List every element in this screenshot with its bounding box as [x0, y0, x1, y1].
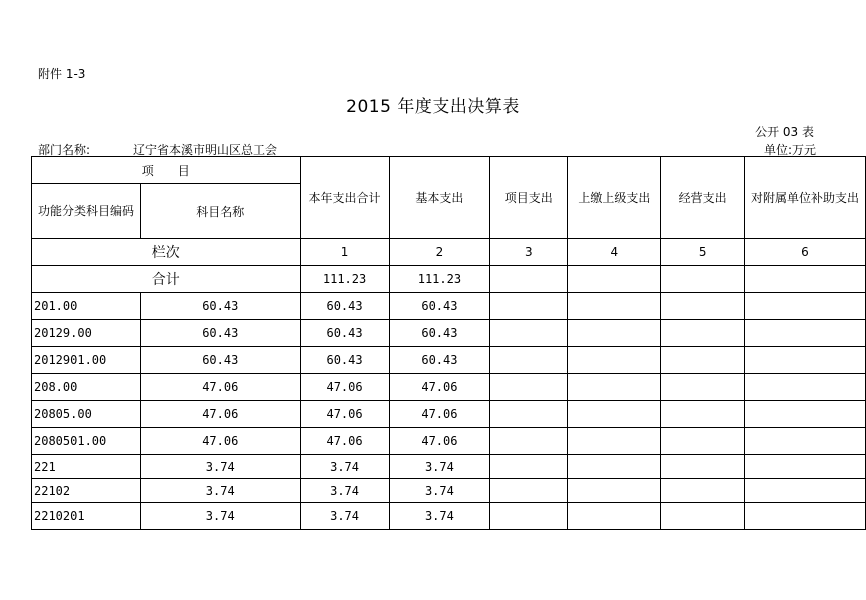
row-total: 3.74 — [300, 503, 389, 530]
row-code: 20129.00 — [32, 320, 141, 347]
empty-cell — [568, 428, 661, 455]
header-row-1 — [32, 157, 866, 184]
row-basic: 60.43 — [389, 347, 490, 374]
row-basic: 3.74 — [389, 479, 490, 503]
empty-cell — [490, 347, 568, 374]
row-name: 3.74 — [141, 455, 300, 479]
column-index-cell: 3 — [490, 239, 568, 266]
row-basic: 3.74 — [389, 503, 490, 530]
unit-label: 单位:万元 — [763, 143, 816, 157]
total-label: 合计 — [32, 266, 301, 293]
table-row — [32, 503, 866, 530]
table-row — [32, 293, 866, 320]
table-row — [32, 374, 866, 401]
empty-cell — [744, 293, 865, 320]
business-header: 经营支出 — [661, 157, 745, 239]
project-header: 项目支出 — [490, 157, 568, 239]
row-name: 3.74 — [141, 479, 300, 503]
row-total: 60.43 — [300, 293, 389, 320]
row-name: 47.06 — [141, 374, 300, 401]
empty-cell — [568, 479, 661, 503]
empty-cell — [490, 374, 568, 401]
column-index-cell: 5 — [661, 239, 745, 266]
upper-header: 上缴上级支出 — [568, 157, 661, 239]
empty-cell — [744, 503, 865, 530]
row-code: 201.00 — [32, 293, 141, 320]
subsidiary-header: 对附属单位补助支出 — [744, 157, 865, 239]
code-header: 功能分类科目编码 — [32, 184, 141, 239]
empty-cell — [744, 479, 865, 503]
empty-cell — [490, 479, 568, 503]
department-label: 部门名称: — [38, 143, 91, 157]
row-total: 47.06 — [300, 428, 389, 455]
empty-cell — [661, 503, 745, 530]
row-code: 2080501.00 — [32, 428, 141, 455]
row-name: 47.06 — [141, 428, 300, 455]
column-index-cell: 1 — [300, 239, 389, 266]
empty-cell — [490, 455, 568, 479]
row-name: 3.74 — [141, 503, 300, 530]
empty-cell — [744, 401, 865, 428]
row-name: 60.43 — [141, 320, 300, 347]
column-index-cell: 4 — [568, 239, 661, 266]
total-basic: 111.23 — [389, 266, 490, 293]
name-header: 科目名称 — [141, 184, 300, 239]
row-basic: 47.06 — [389, 374, 490, 401]
row-code: 2012901.00 — [32, 347, 141, 374]
empty-cell — [568, 266, 661, 293]
empty-cell — [661, 374, 745, 401]
empty-cell — [661, 479, 745, 503]
row-basic: 60.43 — [389, 320, 490, 347]
empty-cell — [744, 347, 865, 374]
row-total: 47.06 — [300, 374, 389, 401]
empty-cell — [490, 293, 568, 320]
empty-cell — [744, 428, 865, 455]
table-row — [32, 401, 866, 428]
attachment-label: 附件 1-3 — [38, 67, 86, 81]
empty-cell — [744, 374, 865, 401]
empty-cell — [568, 320, 661, 347]
row-code: 221 — [32, 455, 141, 479]
row-name: 60.43 — [141, 293, 300, 320]
row-total: 60.43 — [300, 320, 389, 347]
empty-cell — [490, 503, 568, 530]
column-index-cell: 6 — [744, 239, 865, 266]
column-index-cell: 2 — [389, 239, 490, 266]
total-amount: 111.23 — [300, 266, 389, 293]
empty-cell — [568, 401, 661, 428]
row-basic: 3.74 — [389, 455, 490, 479]
empty-cell — [661, 347, 745, 374]
row-code: 22102 — [32, 479, 141, 503]
empty-cell — [661, 293, 745, 320]
column-index-label: 栏次 — [32, 239, 301, 266]
row-code: 20805.00 — [32, 401, 141, 428]
table-row — [32, 455, 866, 479]
empty-cell — [568, 293, 661, 320]
empty-cell — [568, 347, 661, 374]
empty-cell — [490, 401, 568, 428]
row-basic: 47.06 — [389, 401, 490, 428]
page-title: 2015 年度支出决算表 — [346, 97, 520, 117]
row-total: 60.43 — [300, 347, 389, 374]
empty-cell — [661, 455, 745, 479]
empty-cell — [568, 374, 661, 401]
empty-cell — [568, 455, 661, 479]
empty-cell — [568, 503, 661, 530]
empty-cell — [661, 266, 745, 293]
total-row — [32, 266, 866, 293]
expenditure-table — [31, 156, 866, 530]
total-header: 本年支出合计 — [300, 157, 389, 239]
row-name: 60.43 — [141, 347, 300, 374]
empty-cell — [744, 320, 865, 347]
table-row — [32, 347, 866, 374]
row-name: 47.06 — [141, 401, 300, 428]
form-number: 公开 03 表 — [755, 125, 814, 139]
row-code: 208.00 — [32, 374, 141, 401]
empty-cell — [744, 266, 865, 293]
empty-cell — [661, 428, 745, 455]
table-row — [32, 320, 866, 347]
row-code: 2210201 — [32, 503, 141, 530]
table-row — [32, 479, 866, 503]
row-basic: 47.06 — [389, 428, 490, 455]
empty-cell — [490, 266, 568, 293]
item-group-header: 项 目 — [32, 157, 301, 184]
column-index-row — [32, 239, 866, 266]
row-total: 3.74 — [300, 479, 389, 503]
table-row — [32, 428, 866, 455]
row-total: 47.06 — [300, 401, 389, 428]
department-name: 辽宁省本溪市明山区总工会 — [133, 143, 278, 157]
empty-cell — [661, 401, 745, 428]
empty-cell — [744, 455, 865, 479]
empty-cell — [490, 428, 568, 455]
empty-cell — [661, 320, 745, 347]
empty-cell — [490, 320, 568, 347]
row-total: 3.74 — [300, 455, 389, 479]
basic-header: 基本支出 — [389, 157, 490, 239]
row-basic: 60.43 — [389, 293, 490, 320]
